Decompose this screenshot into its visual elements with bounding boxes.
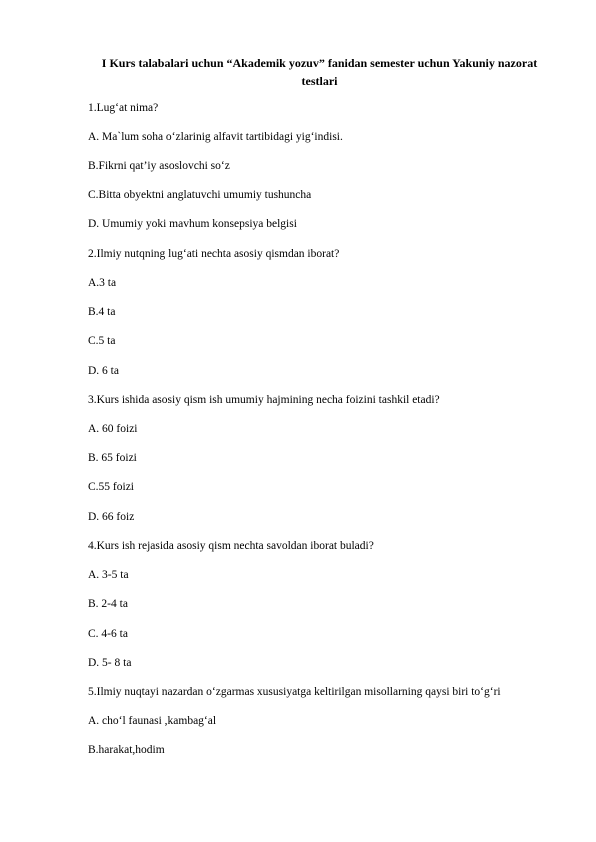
question-2-option-c: C.5 ta — [88, 335, 116, 347]
question-5-option-b: B.harakat,hodim — [88, 744, 165, 756]
question-5: 5.Ilmiy nuqtayi nazardan o‘zgarmas xususiyatga keltirilgan misollarning qaysi biri to‘g‘ri — [88, 686, 501, 698]
question-2-option-d: D. 6 ta — [88, 365, 119, 377]
question-3-option-c: C.55 foizi — [88, 481, 134, 493]
question-4: 4.Kurs ish rejasida asosiy qism nechta savoldan iborat buladi? — [88, 540, 374, 552]
question-4-option-a: A. 3-5 ta — [88, 569, 129, 581]
question-3-option-a: A. 60 foizi — [88, 423, 138, 435]
document-title: I Kurs talabalari uchun “Akademik yozuv” fanidan semester uchun Yakuniy nazorat testlari — [101, 56, 538, 88]
question-1-option-c: C.Bitta obyektni anglatuvchi umumiy tushuncha — [88, 189, 312, 201]
question-1-option-d: D. Umumiy yoki mavhum konsepsiya belgisi — [88, 218, 297, 230]
question-2-option-a: A.3 ta — [88, 277, 117, 289]
question-3-option-d: D. 66 foiz — [88, 511, 135, 523]
question-4-option-d: D. 5- 8 ta — [88, 657, 132, 669]
question-1: 1.Lug‘at nima? — [88, 102, 159, 114]
question-1-option-b: B.Fikrni qat’iy asoslovchi so‘z — [88, 160, 230, 172]
question-2: 2.Ilmiy nutqning lug‘ati nechta asosiy qismdan iborat? — [88, 248, 340, 260]
question-5-option-a: A. cho‘l faunasi ,kambag‘al — [88, 715, 217, 727]
question-3: 3.Kurs ishida asosiy qism ish umumiy hajmining necha foizini tashkil etadi? — [88, 394, 440, 406]
question-4-option-c: C. 4-6 ta — [88, 628, 128, 640]
question-1-option-a: A. Ma`lum soha o‘zlarinig alfavit tartibidagi yig‘indisi. — [88, 131, 343, 143]
question-4-option-b: B. 2-4 ta — [88, 598, 128, 610]
question-3-option-b: B. 65 foizi — [88, 452, 137, 464]
question-2-option-b: B.4 ta — [88, 306, 116, 318]
